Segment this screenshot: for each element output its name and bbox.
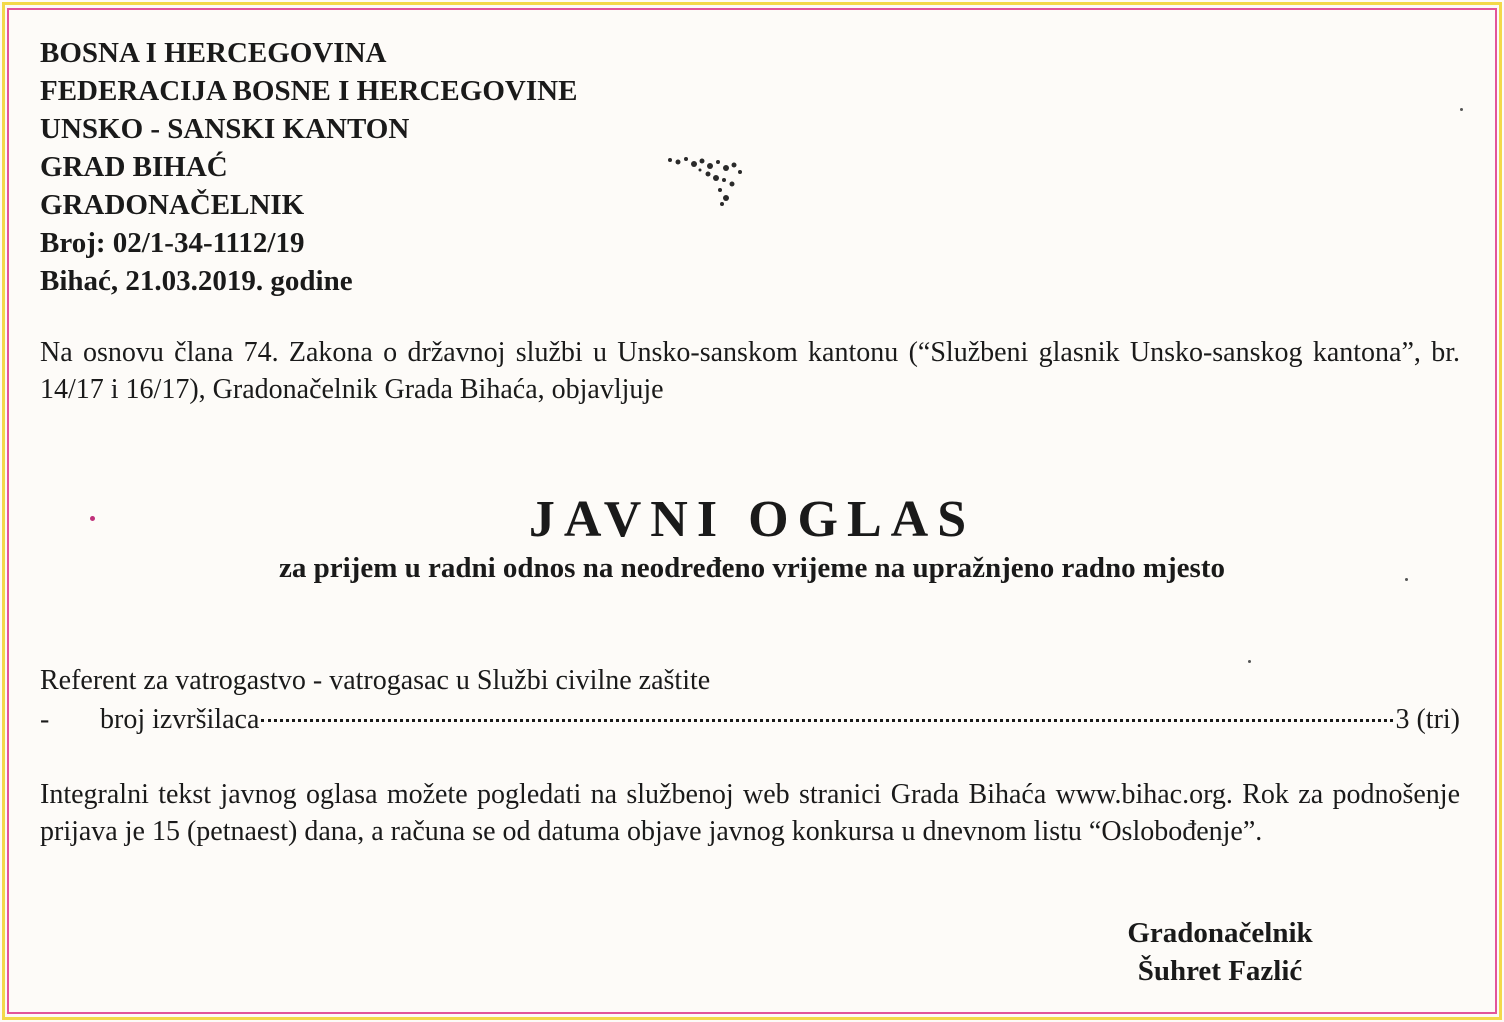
position-name: Referent za vatrogastvo - vatrogasac u Službi civilne zaštite — [40, 665, 711, 696]
ink-speck — [90, 516, 95, 521]
ink-speck — [1248, 660, 1251, 663]
header-line-reference-number: Broj: 02/1-34-1112/19 — [40, 227, 305, 259]
header-line-federation: FEDERACIJA BOSNE I HERCEGOVINE — [40, 75, 578, 107]
ink-speck — [1460, 108, 1463, 111]
header-line-city: GRAD BIHAĆ — [40, 151, 228, 183]
signature-block — [1100, 914, 1340, 990]
signature-name: Šuhret Fazlić — [1137, 955, 1303, 987]
list-dash: - — [40, 704, 50, 735]
header-line-canton: UNSKO - SANSKI KANTON — [40, 113, 410, 145]
count-label: broj izvršilaca — [100, 704, 260, 735]
notice-title: JAVNI OGLAS — [528, 491, 976, 548]
ink-speck — [1405, 578, 1408, 581]
closing-paragraph: Integralni tekst javnog oglasa možete pogledati na službenoj web stranici Grada Bihaća www.bihac.org. Rok za podnošenje prijava je 15 (petnaest) dana, a računa se od datuma objave javnog konkursa u dnevnom listu “Oslobođenje”. — [40, 779, 1460, 847]
header-block — [40, 34, 577, 300]
header-line-country: BOSNA I HERCEGOVINA — [40, 37, 387, 69]
signature-role: Gradonačelnik — [1127, 917, 1313, 949]
dot-leader — [261, 719, 1393, 722]
intro-paragraph: Na osnovu člana 74. Zakona o državnoj službi u Unsko-sanskom kantonu (“Službeni glasnik Unsko-sanskog kantona”, br. 14/17 i 16/17), Gradonačelnik Grada Bihaća, objavljuje — [40, 337, 1460, 405]
stamp-smudge — [664, 150, 754, 210]
position-count-row — [40, 702, 1460, 738]
header-line-date: Bihać, 21.03.2019. godine — [40, 265, 353, 297]
count-value: 3 (tri) — [1395, 704, 1460, 735]
notice-subtitle: za prijem u radni odnos na neodređeno vrijeme na upražnjeno radno mjesto — [279, 552, 1225, 584]
header-line-office: GRADONAČELNIK — [40, 189, 305, 221]
